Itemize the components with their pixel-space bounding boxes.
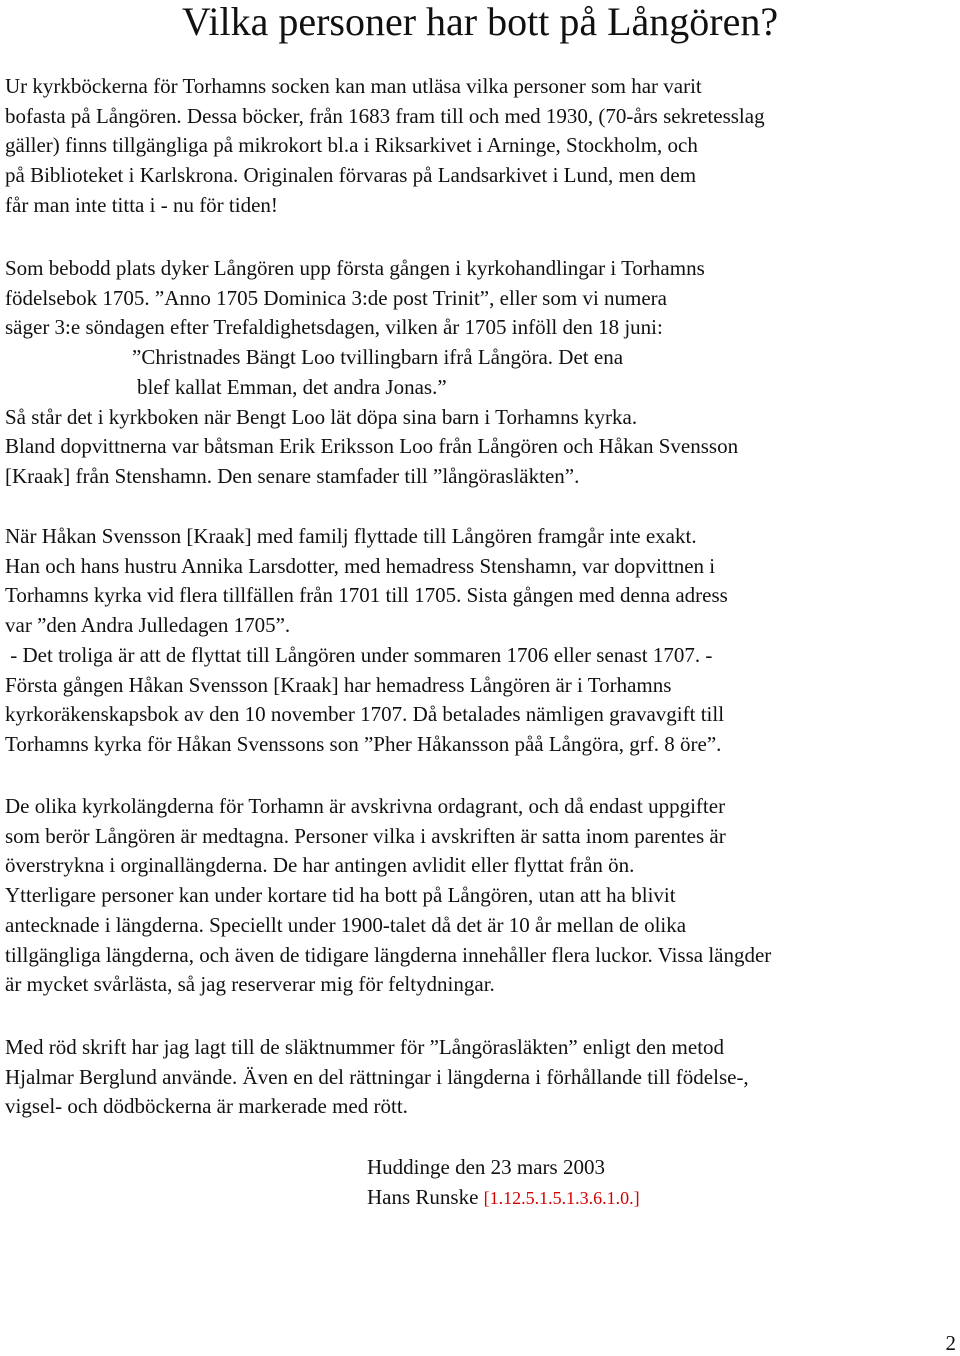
text-line: vigsel- och dödböckerna är markerade med rött.: [5, 1094, 408, 1119]
text-line: är mycket svårlästa, så jag reserverar mig för feltydningar.: [5, 972, 495, 997]
red-text-paragraph: [5, 1033, 957, 1122]
text-line: - Det troliga är att de flyttat till Långören under sommaren 1706 eller senast 1707. -: [5, 642, 713, 667]
text-line: De olika kyrkolängderna för Torhamn är avskrivna ordagrant, och då endast uppgifter: [5, 794, 726, 818]
text-line: säger 3:e söndagen efter Trefaldighetsdagen, vilken år 1705 inföll den 18 juni:: [5, 315, 663, 340]
family-number: [1.12.5.1.5.1.3.6.1.0.]: [483, 1188, 640, 1208]
quote-line: blef kallat Emman, det andra Jonas.”: [137, 374, 447, 399]
text-line: Hjalmar Berglund använde. Även en del rättningar i längderna i förhållande till födelse-,: [5, 1064, 749, 1089]
intro-paragraph: [5, 72, 957, 221]
place-date: Huddinge den 23 mars 2003: [367, 1155, 605, 1179]
birth-record-paragraph: [5, 254, 957, 492]
text-line: kyrkoräkenskapsbok av den 10 november 1707. Då betalades nämligen gravavgift till: [5, 702, 725, 727]
text-line: [Kraak] från Stenshamn. Den senare stamfader till ”långörasläkten”.: [5, 463, 580, 488]
text-line: Ytterligare personer kan under kortare tid ha bott på Långören, utan att ha blivit: [5, 883, 676, 908]
author-name: Hans Runske: [367, 1185, 479, 1209]
text-line: antecknade i längderna. Speciellt under 1900-talet då det är 10 år mellan de olika: [5, 912, 687, 937]
text-line: Han och hans hustru Annika Larsdotter, med hemadress Stenshamn, var dopvittnen i: [5, 553, 716, 578]
text-line: bofasta på Långören. Dessa böcker, från 1683 fram till och med 1930, (70-års sekretesslag: [5, 103, 765, 128]
text-line: När Håkan Svensson [Kraak] med familj flyttade till Långören framgår inte exakt.: [5, 524, 697, 548]
text-line: Med röd skrift har jag lagt till de släktnummer för ”Långörasläkten” enligt den metod: [5, 1035, 725, 1059]
text-line: på Biblioteket i Karlskrona. Originalen förvaras på Landsarkivet i Lund, men dem: [5, 163, 697, 188]
quote-line: ”Christnades Bängt Loo tvillingbarn ifrå Långöra. Det ena: [132, 345, 624, 370]
text-line: Första gången Håkan Svensson [Kraak] har hemadress Långören är i Torhamns: [5, 672, 672, 697]
text-line: överstrykna i orginallängderna. De har antingen avlidit eller flyttat från ön.: [5, 853, 635, 878]
text-line: var ”den Andra Julledagen 1705”.: [5, 613, 291, 638]
author-line: [367, 1182, 640, 1213]
text-line: Torhamns kyrka vid flera tillfällen från 1701 till 1705. Sista gången med denna adress: [5, 583, 728, 608]
page-number: 2: [945, 1331, 956, 1355]
text-line: som berör Långören är medtagna. Personer vilka i avskriften är satta inom parentes är: [5, 823, 726, 848]
move-paragraph: [5, 522, 957, 760]
text-line: tillgängliga längderna, och även de tidigare längderna innehåller flera luckor. Vissa längder: [5, 942, 772, 967]
church-records-paragraph: [5, 792, 957, 1000]
text-line: Torhamns kyrka för Håkan Svenssons son ”Pher Håkansson påå Långöra, grf. 8 öre”.: [5, 731, 722, 756]
text-line: gäller) finns tillgängliga på mikrokort bl.a i Riksarkivet i Arninge, Stockholm, och: [5, 133, 698, 158]
page-title: Vilka personer har bott på Långören?: [181, 0, 779, 44]
text-line: får man inte titta i - nu för tiden!: [5, 192, 278, 217]
text-line: Som bebodd plats dyker Långören upp första gången i kyrkohandlingar i Torhamns: [5, 256, 705, 280]
signature-block: [367, 1152, 640, 1213]
text-line: Bland dopvittnerna var båtsman Erik Eriksson Loo från Långören och Håkan Svensson: [5, 434, 739, 459]
text-line: Ur kyrkböckerna för Torhamns socken kan man utläsa vilka personer som har varit: [5, 74, 702, 98]
text-line: födelsebok 1705. ”Anno 1705 Dominica 3:de post Trinit”, eller som vi numera: [5, 285, 667, 310]
text-line: Så står det i kyrkboken när Bengt Loo lät döpa sina barn i Torhamns kyrka.: [5, 404, 638, 429]
